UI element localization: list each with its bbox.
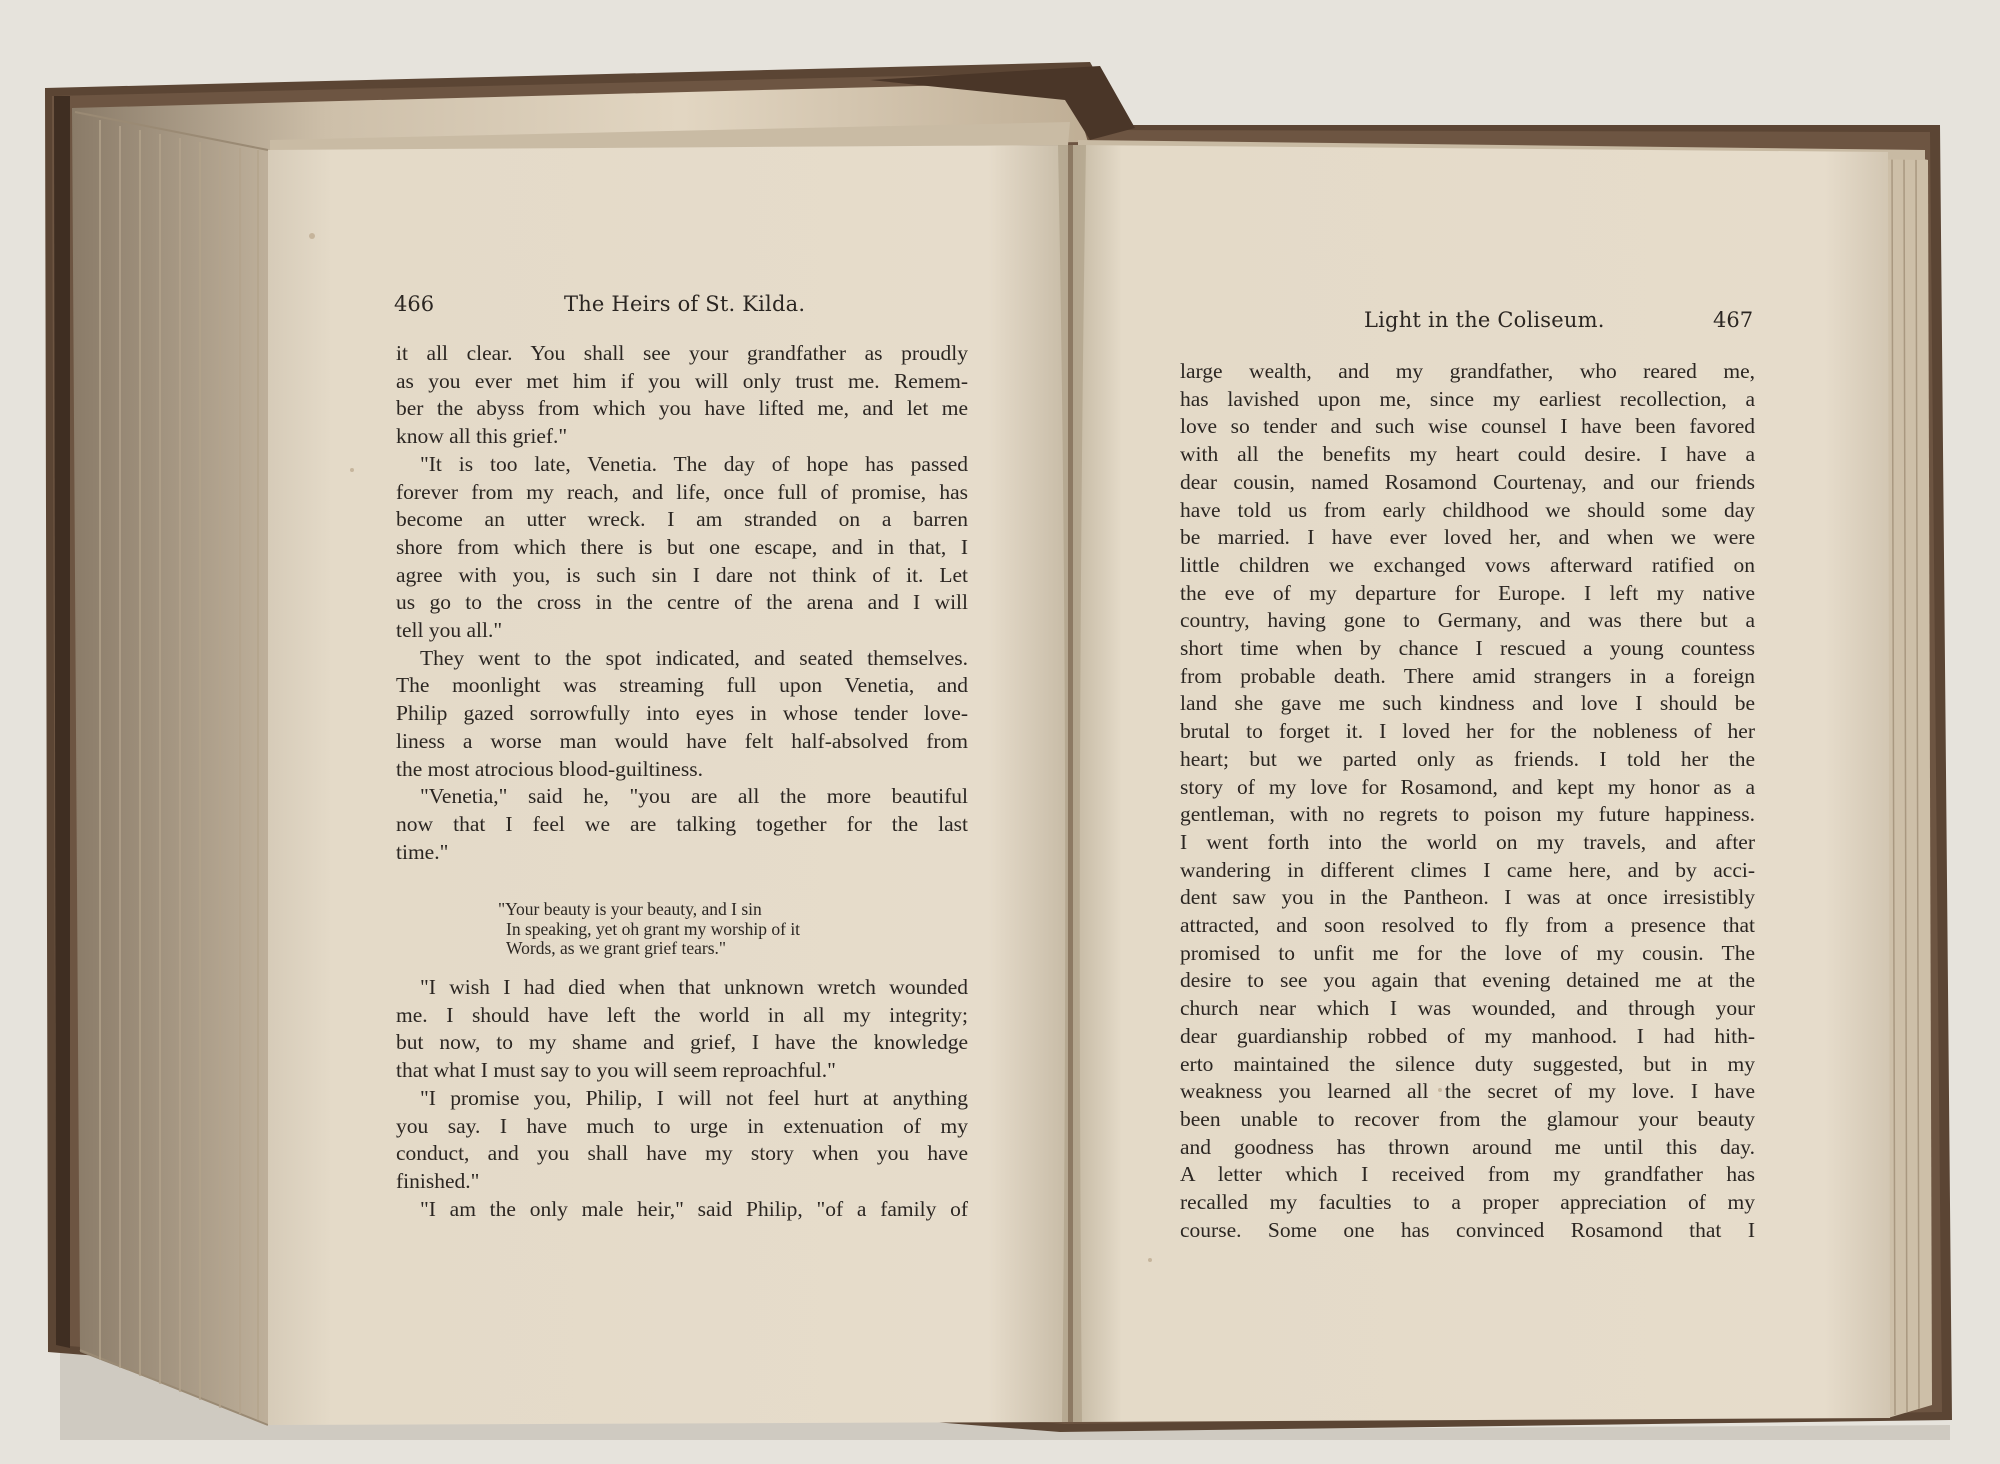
text-line: now that I feel we are talking together for the last (396, 811, 968, 836)
text-line: Philip gazed sorrowfully into eyes in whose tender love- (396, 701, 968, 726)
verse-line: In speaking, yet oh grant my worship of it (506, 918, 801, 939)
running-head: Light in the Coliseum. (1364, 308, 1605, 332)
body-text-top (396, 340, 968, 866)
right-page (1073, 150, 1888, 1422)
text-line: time." (396, 839, 449, 864)
verse-quotation (498, 899, 801, 959)
text-line: little children we exchanged vows afterward ratified on (1180, 552, 1755, 577)
text-line: wandering in different climes I came here, and by acci- (1180, 857, 1755, 882)
text-line: "Venetia," said he, "you are all the more beautiful (420, 784, 968, 809)
text-line: "I am the only male heir," said Philip, "of a family of (420, 1196, 968, 1221)
text-line: become an utter wreck. I am stranded on a barren (396, 507, 968, 532)
text-line: been unable to recover from the glamour your beauty (1180, 1106, 1755, 1131)
text-line: me. I should have left the world in all my integrity; (396, 1002, 968, 1027)
text-line: dear guardianship robbed of my manhood. I had hith- (1180, 1023, 1755, 1048)
text-line: heart; but we parted only as friends. I told her the (1180, 746, 1755, 771)
text-line: you say. I have much to urge in extenuation of my (396, 1113, 968, 1138)
text-line: have told us from early childhood we should some day (1180, 497, 1755, 522)
verse-line: "Your beauty is your beauty, and I sin (498, 899, 762, 919)
text-line: weakness you learned all the secret of my love. I have (1180, 1079, 1755, 1104)
text-line: short time when by chance I rescued a young countess (1180, 636, 1755, 661)
running-head: The Heirs of St. Kilda. (564, 292, 806, 316)
text-line: be married. I have ever loved her, and when we were (1180, 525, 1755, 550)
text-line: ber the abyss from which you have lifted me, and let me (396, 396, 968, 421)
text-line: agree with you, is such sin I dare not think of it. Let (396, 562, 968, 587)
text-line: forever from my reach, and life, once full of promise, has (396, 479, 968, 504)
left-page (268, 150, 1068, 1422)
text-line: dear cousin, named Rosamond Courtenay, and our friends (1180, 469, 1755, 494)
text-line: from probable death. There amid strangers in a foreign (1180, 663, 1755, 688)
text-line: gentleman, with no regrets to poison my future happiness. (1180, 802, 1755, 827)
text-line: conduct, and you shall have my story when you have (396, 1141, 968, 1166)
text-line: it all clear. You shall see your grandfather as proudly (396, 341, 968, 365)
body-text-bottom (396, 974, 968, 1223)
text-line: "I promise you, Philip, I will not feel hurt at anything (420, 1085, 968, 1110)
text-line: A letter which I received from my grandfather has (1180, 1162, 1755, 1187)
text-line: country, having gone to Germany, and was there but a (1180, 608, 1755, 633)
text-line: desire to see you again that evening detained me at the (1180, 968, 1755, 993)
text-line: church near which I was wounded, and through your (1180, 996, 1755, 1021)
text-line: liness a worse man would have felt half-absolved from (396, 728, 968, 753)
text-line: as you ever met him if you will only trust me. Remem- (396, 368, 968, 393)
text-line: the eve of my departure for Europe. I left my native (1180, 580, 1755, 605)
text-line: shore from which there is but one escape, and in that, I (396, 534, 968, 559)
text-line: has lavished upon me, since my earliest recollection, a (1180, 386, 1755, 411)
text-line: brutal to forget it. I loved her for the nobleness of her (1180, 719, 1755, 744)
text-line: story of my love for Rosamond, and kept my honor as a (1180, 774, 1755, 799)
text-line: They went to the spot indicated, and seated themselves. (420, 645, 968, 670)
text-line: but now, to my shame and grief, I have the knowledge (396, 1030, 968, 1055)
text-line: promised to unfit me for the love of my cousin. The (1180, 940, 1755, 965)
verse-line: Words, as we grant grief tears." (506, 938, 727, 958)
text-line: love so tender and such wise counsel I have been favored (1180, 414, 1755, 439)
text-line: erto maintained the silence duty suggested, but in my (1180, 1051, 1755, 1076)
text-line: the most atrocious blood-guiltiness. (396, 756, 703, 781)
text-line: large wealth, and my grandfather, who reared me, (1180, 359, 1755, 383)
text-line: course. Some one has convinced Rosamond that I (1180, 1217, 1755, 1242)
text-line: us go to the cross in the centre of the arena and I will (396, 590, 968, 615)
text-line: know all this grief." (396, 424, 568, 449)
text-line: tell you all." (396, 618, 503, 643)
text-line: and goodness has thrown around me until this day. (1180, 1134, 1755, 1159)
text-line: "It is too late, Venetia. The day of hope has passed (420, 451, 968, 476)
text-line: "I wish I had died when that unknown wretch wounded (420, 975, 968, 999)
page-number: 466 (394, 292, 435, 316)
text-line: attracted, and soon resolved to fly from a presence that (1180, 913, 1755, 938)
text-line: with all the benefits my heart could desire. I have a (1180, 442, 1755, 467)
text-line: land she gave me such kindness and love I should be (1180, 691, 1755, 716)
text-line: The moonlight was streaming full upon Venetia, and (396, 673, 968, 698)
body-text (1180, 358, 1755, 1245)
text-line: finished." (396, 1168, 480, 1193)
page-number: 467 (1713, 308, 1754, 332)
text-line: that what I must say to you will seem reproachful." (396, 1058, 836, 1083)
text-line: I went forth into the world on my travels, and after (1180, 829, 1755, 854)
text-line: recalled my faculties to a proper appreciation of my (1180, 1190, 1755, 1215)
text-line: dent saw you in the Pantheon. I was at once irresistibly (1180, 885, 1755, 910)
